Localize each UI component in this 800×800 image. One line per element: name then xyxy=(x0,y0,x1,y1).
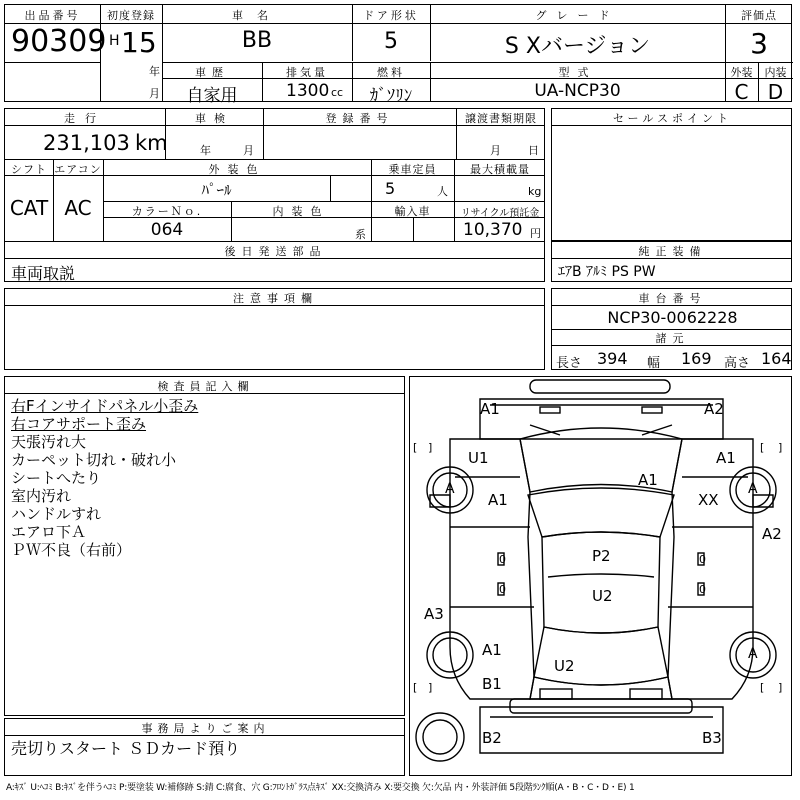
history-label: 車歴 xyxy=(195,66,229,79)
transfer-month-unit: 月 xyxy=(490,144,501,157)
tire-mark: A xyxy=(445,481,455,497)
history: 自家用 xyxy=(186,86,238,106)
ac-label: エアコン xyxy=(54,163,102,176)
inspector-note: 室内汚れ xyxy=(11,487,72,505)
inspector-section xyxy=(4,376,405,716)
car-name: BB xyxy=(241,28,273,53)
score: 3 xyxy=(750,27,768,60)
damage-mark: U2 xyxy=(554,657,575,675)
ac: AC xyxy=(64,196,92,220)
damage-mark: B1 xyxy=(482,675,502,693)
legend: A:ｷｽﾞ U:ﾍｺﾐ B:ｷｽﾞを伴うﾍｺﾐ P:要塗装 W:補修跡 S:錆 C:腐食、穴 G:ﾌﾛﾝﾄｶﾞﾗｽ点ｷｽﾞ XX:交換済み X:要交換 欠:欠品 内・外装評価 5段階ﾗﾝｸ順(A・B・C・D・E) 1 xyxy=(6,783,635,793)
displacement-label: 排気量 xyxy=(286,66,328,79)
model-label: 型式 xyxy=(558,66,597,79)
inspector-note: カーペット切れ・破れ小 xyxy=(11,451,177,469)
inspector-label: 検査員記入欄 xyxy=(157,380,254,393)
max-load-unit: kg xyxy=(528,185,542,198)
interior-color-label: 内装色 xyxy=(272,205,330,218)
damage-mark: B2 xyxy=(482,729,502,747)
mileage-label: 走行 xyxy=(64,112,106,125)
caution-label: 注意事項欄 xyxy=(233,292,318,305)
score-label: 評価点 xyxy=(741,9,777,22)
mileage: 231,103 xyxy=(43,131,130,155)
interior-label: 内装 xyxy=(764,66,787,79)
lot-number-label: 出品番号 xyxy=(24,9,81,22)
damage-diagram xyxy=(409,376,792,776)
door-count: 5 xyxy=(384,29,398,54)
caution-section xyxy=(4,288,545,370)
zero-mark: 0 xyxy=(699,583,706,596)
damage-mark: A1 xyxy=(488,491,508,509)
interior-color-unit: 系 xyxy=(355,228,366,241)
inspector-note: シートへたり xyxy=(11,469,102,487)
year-unit: 年 xyxy=(149,65,160,78)
max-load-label: 最大積載量 xyxy=(470,163,530,176)
sales-point-label: セールスポイント xyxy=(612,112,732,125)
sales-point-section xyxy=(551,108,792,241)
inspection-label: 車検 xyxy=(195,112,233,125)
office-notice-section xyxy=(4,718,405,776)
zero-mark: 0 xyxy=(499,553,506,566)
width-label: 幅 xyxy=(647,356,661,371)
later-parts-label: 後日発送部品 xyxy=(224,245,327,258)
grade-label: グレード xyxy=(535,9,620,22)
width: 169 xyxy=(681,349,712,368)
later-parts-value: 車両取説 xyxy=(11,264,76,283)
height-label: 高さ xyxy=(724,356,751,371)
inspector-note: エアロ下Ａ xyxy=(11,523,87,541)
damage-mark: P2 xyxy=(592,547,611,565)
first-registration-label: 初度登録 xyxy=(107,9,155,22)
zero-mark: 0 xyxy=(699,553,706,566)
damage-mark: A1 xyxy=(638,471,658,489)
registration-number-label: 登録番号 xyxy=(325,112,394,125)
damage-mark: A1 xyxy=(480,400,500,418)
interior-grade: D xyxy=(767,80,784,104)
color-number-label: カラーＮｏ. xyxy=(131,205,203,218)
equipment-value: ｴｱB ｱﾙﾐ PS PW xyxy=(558,264,656,280)
length-label: 長さ xyxy=(556,356,583,371)
bracket: [ xyxy=(413,681,418,694)
damage-mark: U2 xyxy=(592,587,613,605)
damage-mark: B3 xyxy=(702,729,722,747)
capacity-unit: 人 xyxy=(437,185,448,198)
capacity: 5 xyxy=(385,179,396,198)
shift-label: シフト xyxy=(11,163,47,176)
inspector-note: 天張汚れ大 xyxy=(11,433,87,451)
bracket: ] xyxy=(778,441,783,454)
registration-year: 15 xyxy=(121,26,157,59)
chassis-number: NCP30-0062228 xyxy=(607,308,738,327)
grade: S Xバージョン xyxy=(504,34,651,59)
transfer-day-unit: 日 xyxy=(528,144,539,157)
damage-mark: A1 xyxy=(482,641,502,659)
equipment-label: 純正装備 xyxy=(638,245,707,258)
exterior-grade: C xyxy=(734,80,749,104)
color-number: 064 xyxy=(150,220,184,240)
bracket: ] xyxy=(428,441,433,454)
office-notice-label: 事務局よりご案内 xyxy=(141,722,270,735)
exterior-color-label: 外装色 xyxy=(208,163,266,176)
displacement-unit: cc xyxy=(331,86,344,99)
specs-label: 諸元 xyxy=(655,332,690,345)
damage-mark: U1 xyxy=(468,449,489,467)
damage-mark: A2 xyxy=(762,525,782,543)
model-code: UA-NCP30 xyxy=(534,81,621,101)
damage-mark: A1 xyxy=(716,449,736,467)
chassis-section xyxy=(551,288,792,370)
bracket: ] xyxy=(778,681,783,694)
inspector-note: 右コアサポート歪み xyxy=(11,415,147,433)
zero-mark: 0 xyxy=(499,583,506,596)
transfer-deadline-label: 譲渡書類期限 xyxy=(465,112,537,125)
lot-number: 90309 xyxy=(11,24,107,59)
era: H xyxy=(109,33,120,49)
tire-mark: A xyxy=(748,646,758,662)
equipment-section xyxy=(551,241,792,282)
fuel-label: 燃料 xyxy=(377,66,405,79)
inspection-month-unit: 月 xyxy=(243,144,254,157)
vehicle-details-section xyxy=(4,108,545,282)
mileage-unit: km xyxy=(135,131,168,155)
fuel: ｶﾞｿﾘﾝ xyxy=(369,86,413,106)
exterior-label: 外装 xyxy=(730,66,753,79)
recycle-deposit: 10,370 xyxy=(463,220,523,240)
car-name-label: 車名 xyxy=(232,9,282,22)
exterior-color: ﾊﾟｰﾙ xyxy=(201,181,232,199)
inspector-note: ＰＷ不良（右前） xyxy=(11,541,132,559)
recycle-deposit-label: リサイクル預託金 xyxy=(460,208,540,219)
damage-mark: XX xyxy=(698,491,719,509)
inspector-note: ハンドルすれ xyxy=(11,505,102,523)
bracket: ] xyxy=(428,681,433,694)
damage-mark: A3 xyxy=(424,605,444,623)
door-label: ドア形状 xyxy=(363,9,419,22)
chassis-number-label: 車台番号 xyxy=(638,292,707,305)
capacity-label: 乗車定員 xyxy=(388,163,437,176)
header-section xyxy=(4,4,792,106)
displacement: 1300 xyxy=(286,81,330,101)
damage-mark: A2 xyxy=(704,400,724,418)
height: 164 xyxy=(761,349,792,368)
shift: CAT xyxy=(9,196,49,220)
bracket: [ xyxy=(760,441,765,454)
tire-mark: A xyxy=(748,481,758,497)
recycle-unit: 円 xyxy=(530,227,541,240)
inspector-note: 右Fインサイドパネル小歪み xyxy=(11,397,199,415)
length: 394 xyxy=(597,349,628,368)
import-label: 輸入車 xyxy=(394,205,431,218)
inspection-year-unit: 年 xyxy=(200,144,211,157)
bracket: [ xyxy=(760,681,765,694)
car-outline xyxy=(410,377,793,777)
month-unit: 月 xyxy=(149,87,160,100)
bracket: [ xyxy=(413,441,418,454)
office-notice-value: 売切りスタート ＳＤカード預り xyxy=(11,739,241,758)
